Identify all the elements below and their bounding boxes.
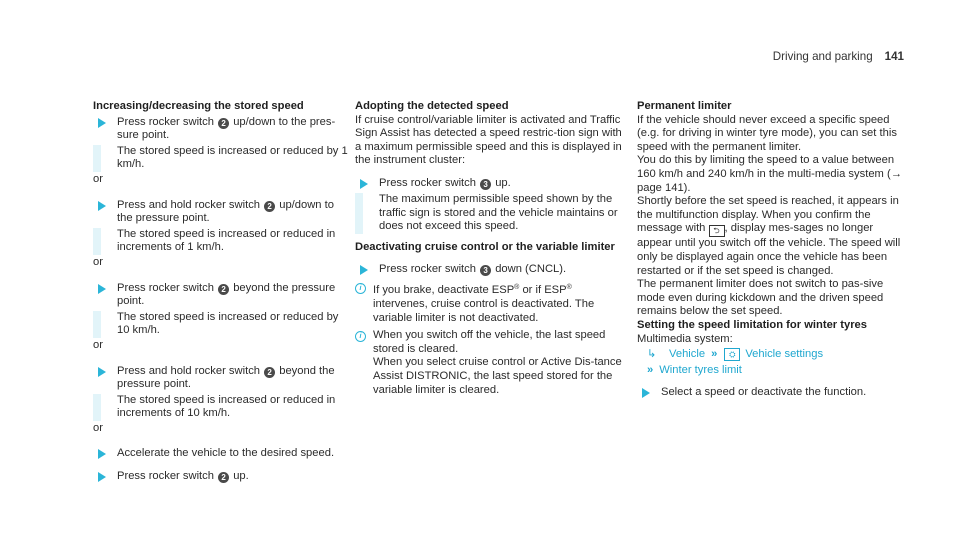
heading-winter-tyres: Setting the speed limitation for winter tyres [637,318,867,331]
callout-3-icon: 3 [480,179,491,190]
back-button-icon: ⮌ [709,225,725,237]
step-arrow-icon [93,282,117,296]
result-bar [355,193,363,234]
path-vehicle-settings: Vehicle settings [745,348,824,361]
adopting-intro: If cruise control/variable limiter is activated and Traffic Sign Assist has detected a speed restric-tion sign with a maximum permissible speed and this is displayed in the instrument cluster: [355,113,622,167]
step-arrow-icon [637,386,661,400]
path-vehicle: Vehicle [669,348,706,361]
step: Press rocker switch 2 up/down to the pres-sure point. [93,116,349,143]
column-1 [93,100,349,484]
or-text: or [93,338,103,351]
callout-2-icon: 2 [264,367,275,378]
result-bar [93,394,101,421]
step: Select a speed or deactivate the function. [637,386,907,400]
step-result: The stored speed is increased or reduced in increments of 10 km/h. [93,394,349,421]
step: Accelerate the vehicle to the desired speed. [93,447,349,461]
page-header [773,50,904,64]
heading-permanent-limiter: Permanent limiter [637,100,732,112]
heading-increase-decrease: Increasing/decreasing the stored speed [93,100,304,112]
info-icon: i [355,281,373,295]
or-text: or [93,421,103,434]
callout-2-icon: 2 [218,284,229,295]
step-result: The stored speed is increased or reduced in increments of 1 km/h. [93,228,349,255]
path-winter-tyres-limit: Winter tyres limit [659,363,742,376]
step: Press rocker switch 2 beyond the pressure point. [93,282,349,309]
car-settings-icon: ⛭ [724,348,740,361]
or-text: or [93,172,103,185]
path-hook-icon: ↳ [647,348,657,361]
result-bar [93,145,101,172]
step: Press and hold rocker switch 2 up/down to the pressure point. [93,199,349,226]
callout-2-icon: 2 [218,472,229,483]
info-note: i When you switch off the vehicle, the last speed stored is cleared. When you select cruise control or Active Dis-tance Assist DISTRONIC, the last speed stored for the variable limiter is cleared. [355,329,625,397]
menu-path [637,364,907,378]
paragraph: The permanent limiter does not switch to pas-sive mode even during kickdown and the driven speed remains below the set speed. [637,278,884,318]
info-icon: i [355,329,373,343]
column-2 [355,100,625,397]
path-chevron-icon: » [647,363,654,376]
step-arrow-icon [355,263,379,277]
path-chevron-icon: » [711,348,718,361]
step-arrow-icon [93,116,117,130]
step-arrow-icon [93,447,117,461]
step: Press and hold rocker switch 2 beyond the pressure point. [93,365,349,392]
step-result: The maximum permissible speed shown by the traffic sign is stored and the vehicle maintains or does not exceed this speed. [355,193,625,234]
step-arrow-icon [93,365,117,379]
step-arrow-icon [93,470,117,484]
callout-3-icon: 3 [480,265,491,276]
column-3 [637,100,907,400]
paragraph: If the vehicle should never exceed a specific speed (e.g. for driving in winter tyre mode), you can set this speed with the permanent limiter. [637,113,897,153]
page-number: 141 [884,50,904,63]
step: Press rocker switch 3 up. [355,177,625,191]
callout-2-icon: 2 [264,201,275,212]
menu-path [637,348,907,362]
result-bar [93,311,101,338]
step: Press rocker switch 3 down (CNCL). [355,263,625,277]
step-result: The stored speed is increased or reduced by 10 km/h. [93,311,349,338]
step-arrow-icon [355,177,379,191]
result-bar [93,228,101,255]
callout-2-icon: 2 [218,118,229,129]
multimedia-label: Multimedia system: [637,332,733,345]
step-result: The stored speed is increased or reduced by 1 km/h. [93,145,349,172]
heading-deactivating: Deactivating cruise control or the variable limiter [355,240,615,253]
step-arrow-icon [93,199,117,213]
paragraph: You do this by limiting the speed to a value between 160 km/h and 240 km/h in the multi-media system (→ page 141). [637,154,902,194]
heading-adopting-speed: Adopting the detected speed [355,100,509,112]
info-note: i If you brake, deactivate ESP® or if ESP® intervenes, cruise control is deactivated. The variable limiter is not deactivated. [355,281,625,325]
step: Press rocker switch 2 up. [93,470,349,484]
paragraph: Shortly before the set speed is reached, it appears in the multifunction display. When you confirm the message with ⮌ , display mes-sages no longer appear until you switch off the vehicle. The speed will only be displayed again once the vehicle has been restarted or if the set speed is changed. [637,195,901,277]
section-title: Driving and parking [772,50,873,63]
or-text: or [93,255,103,268]
